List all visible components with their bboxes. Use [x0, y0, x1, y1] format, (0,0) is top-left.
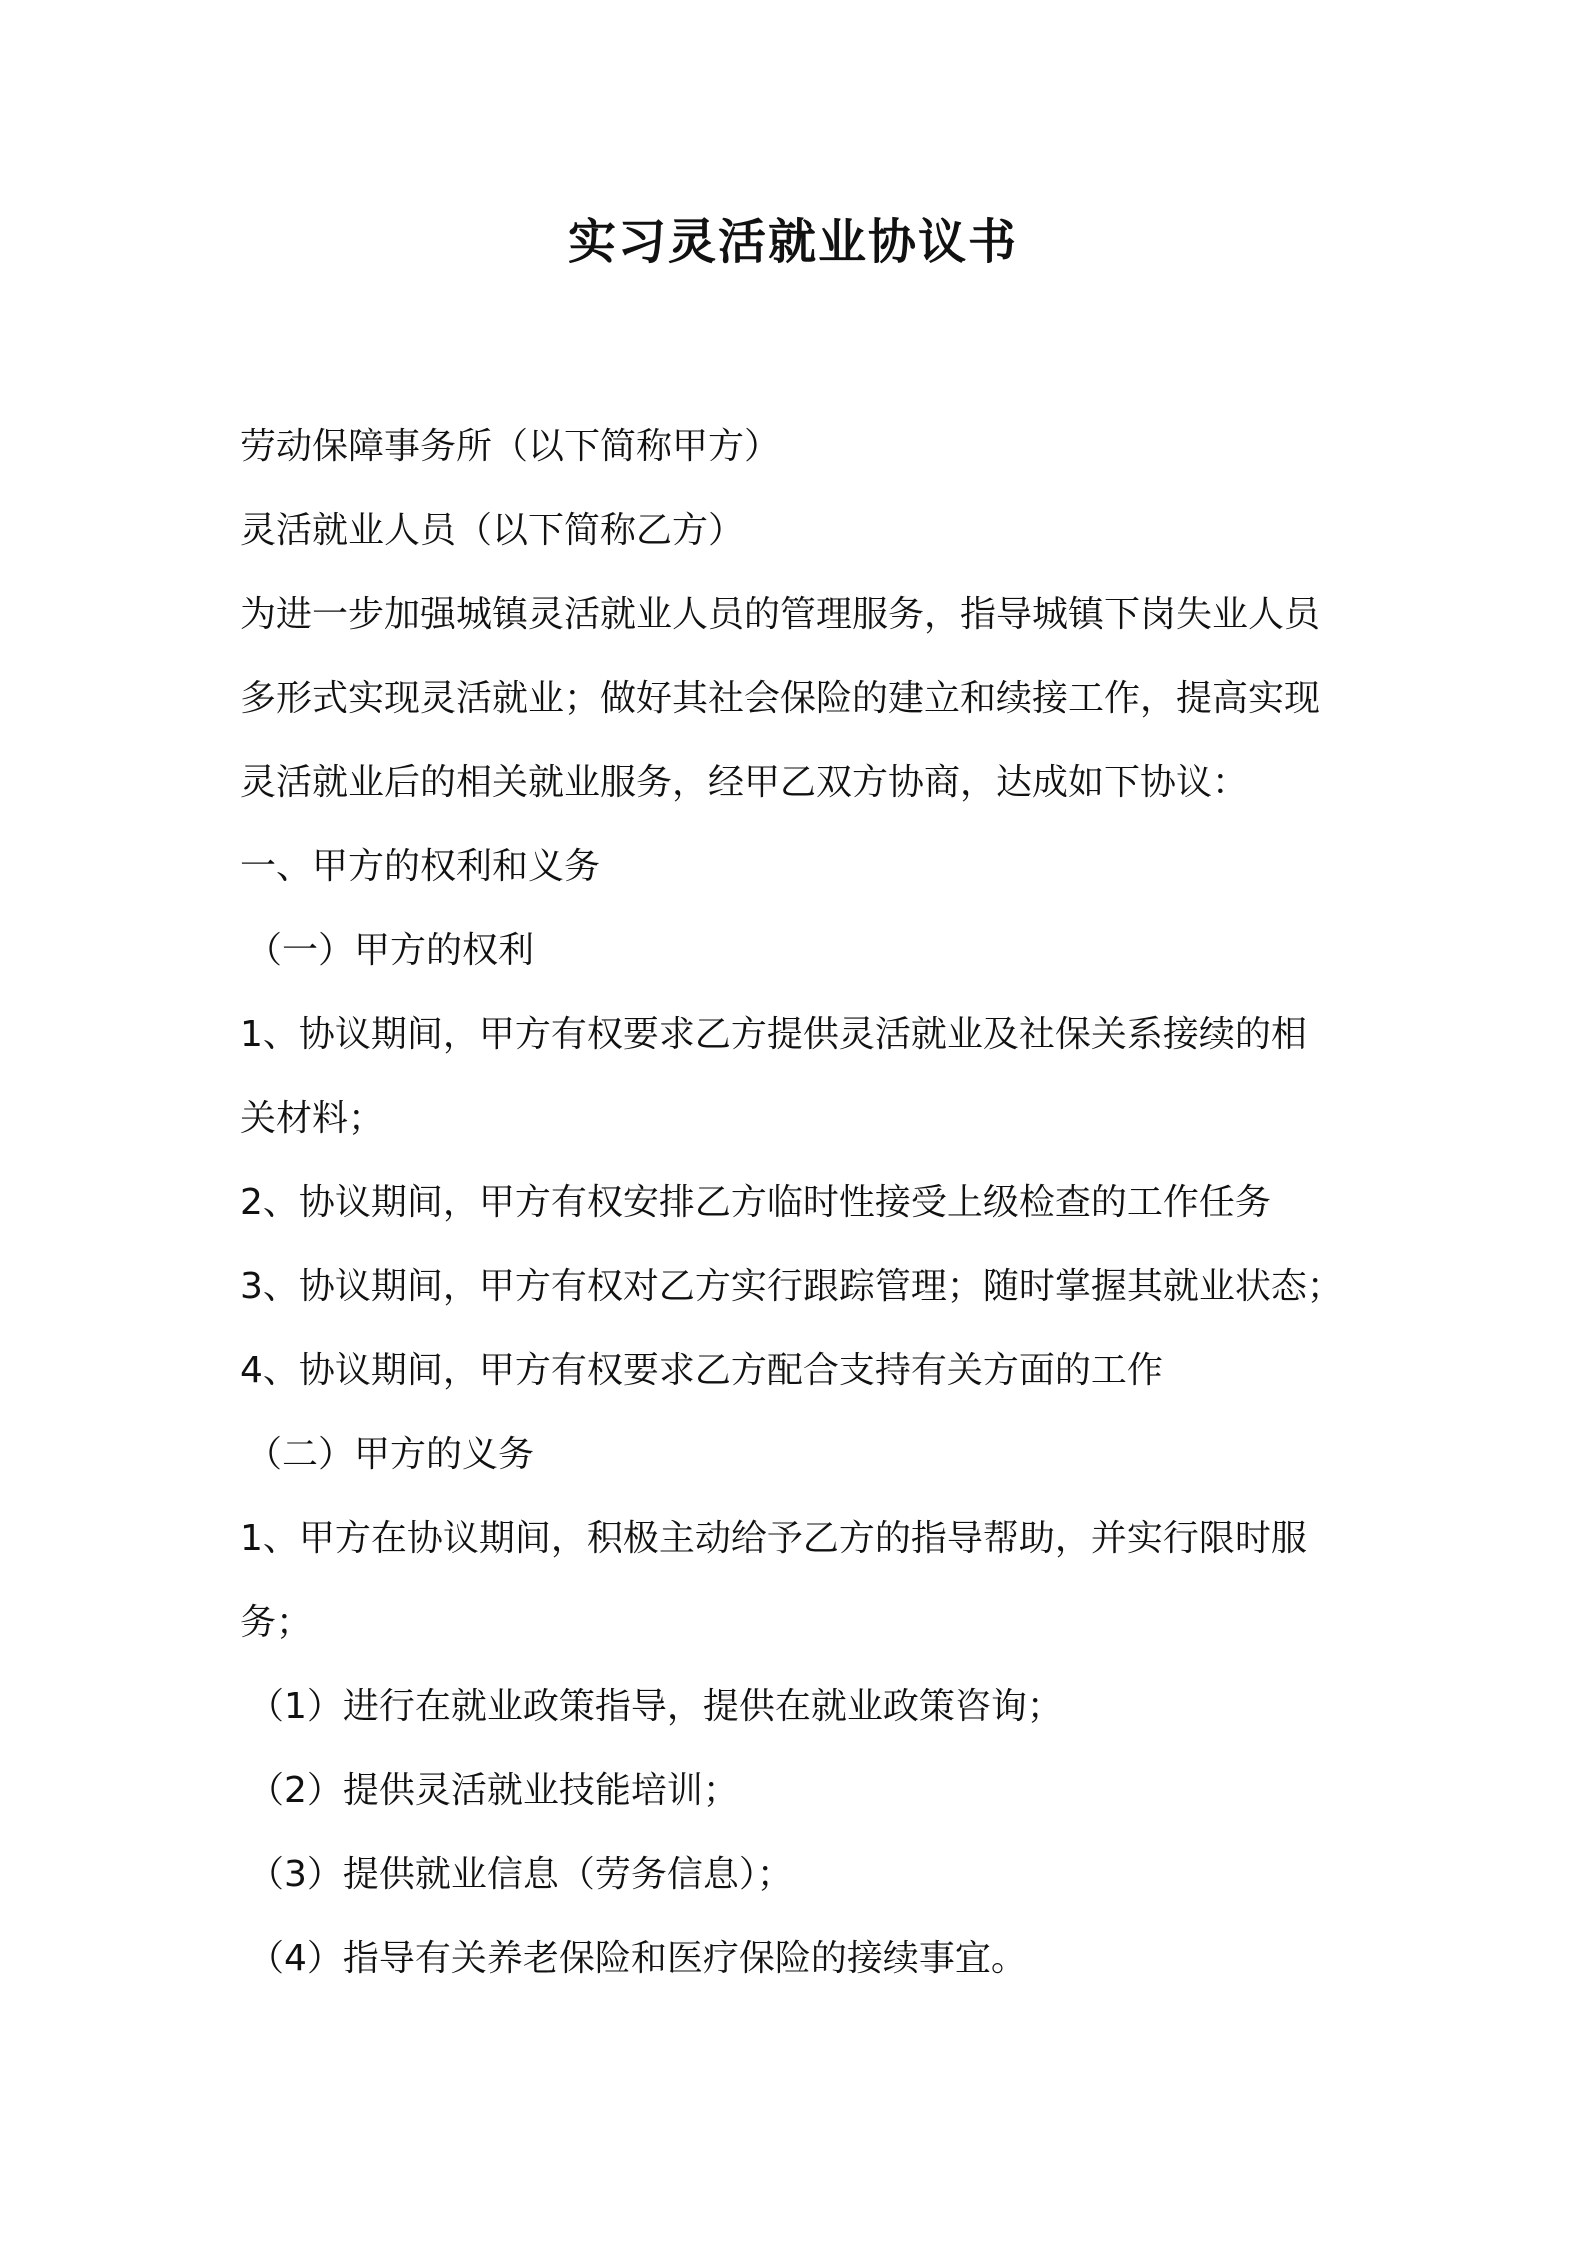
- sub-item-4: （4）指导有关养老保险和医疗保险的接续事宜。: [248, 1938, 1027, 1979]
- subsection-heading-rights: （一）甲方的权利: [246, 930, 535, 971]
- section-heading-1: 一、甲方的权利和义务: [240, 846, 601, 887]
- clause-rights-4: 4、协议期间，甲方有权要求乙方配合支持有关方面的工作: [240, 1350, 1163, 1391]
- clause-rights-1-line-2: 关材料；: [240, 1098, 385, 1139]
- clause-duties-1-line-1: 1、甲方在协议期间，积极主动给予乙方的指导帮助，并实行限时服: [240, 1518, 1307, 1559]
- preamble-line-2: 多形式实现灵活就业；做好其社会保险的建立和续接工作，提高实现: [240, 678, 1321, 719]
- sub-item-2: （2）提供灵活就业技能培训；: [248, 1770, 739, 1811]
- sub-item-3: （3）提供就业信息（劳务信息）；: [248, 1854, 793, 1895]
- preamble-line-1: 为进一步加强城镇灵活就业人员的管理服务，指导城镇下岗失业人员: [240, 594, 1321, 635]
- clause-duties-1-line-2: 务；: [240, 1602, 313, 1643]
- subsection-heading-duties: （二）甲方的义务: [246, 1434, 535, 1475]
- clause-rights-1-line-1: 1、协议期间，甲方有权要求乙方提供灵活就业及社保关系接续的相: [240, 1014, 1307, 1055]
- document-title: 实习灵活就业协议书: [567, 214, 1018, 270]
- party-a-line: 劳动保障事务所（以下简称甲方）: [240, 426, 781, 467]
- clause-rights-2: 2、协议期间，甲方有权安排乙方临时性接受上级检查的工作任务: [240, 1182, 1271, 1223]
- party-b-line: 灵活就业人员（以下简称乙方）: [240, 510, 745, 551]
- preamble-line-3: 灵活就业后的相关就业服务，经甲乙双方协商，达成如下协议：: [240, 762, 1249, 803]
- document-body: [240, 405, 1370, 2001]
- sub-item-1: （1）进行在就业政策指导，提供在就业政策咨询；: [248, 1686, 1063, 1727]
- clause-rights-3: 3、协议期间，甲方有权对乙方实行跟踪管理；随时掌握其就业状态；: [240, 1266, 1343, 1307]
